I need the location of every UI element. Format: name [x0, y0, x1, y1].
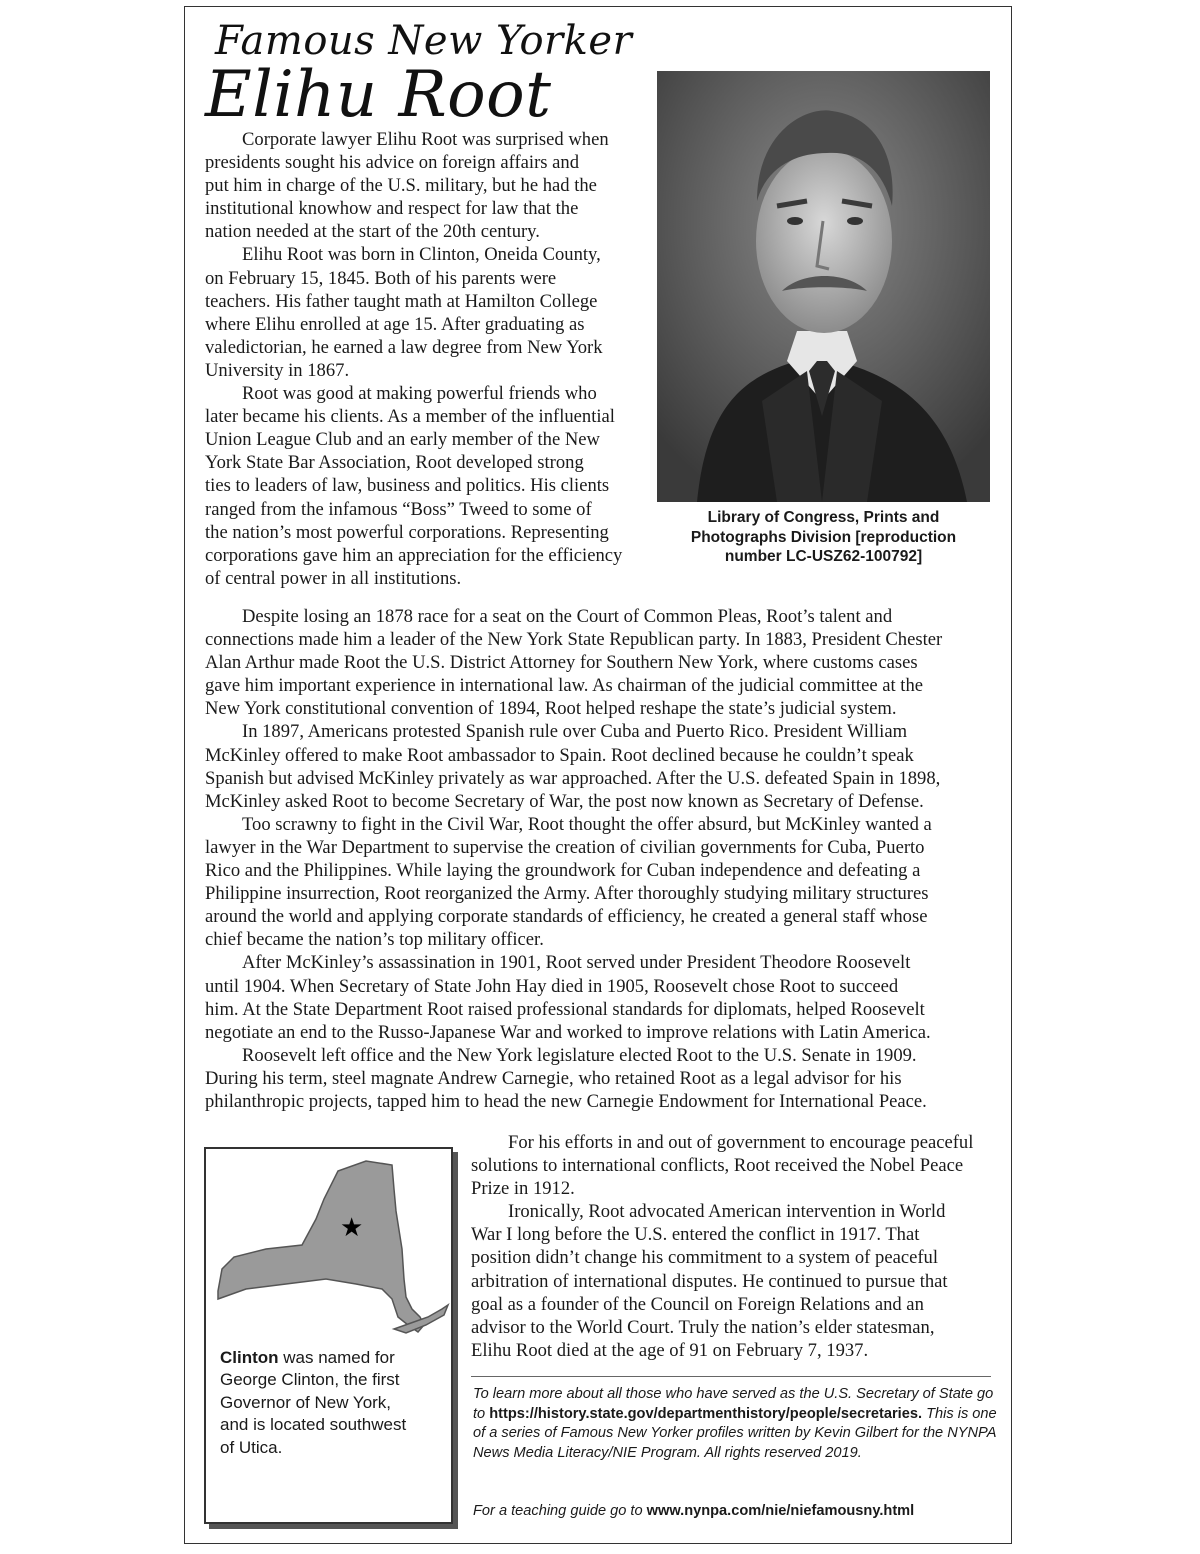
text-line: on February 15, 1845. Both of his parents were — [205, 267, 557, 289]
text-line: gave him important experience in international law. As chairman of the judicial committee at the — [205, 675, 924, 697]
teaching-guide-text: For a teaching guide go to — [473, 1503, 647, 1519]
text-line: arbitration of international disputes. He continued to pursue that — [471, 1270, 948, 1292]
map-box — [204, 1147, 453, 1524]
text-line: teachers. His father taught math at Hamilton College — [205, 290, 598, 312]
text-line: position didn’t change his commitment to a system of peaceful — [471, 1247, 938, 1269]
text-line: After McKinley’s assassination in 1901, Root served under President Theodore Roosevelt — [242, 952, 911, 974]
series-kicker: Famous New Yorker — [215, 18, 633, 64]
map-caption-line: George Clinton, the first — [220, 1370, 400, 1390]
text-line: Elihu Root died at the age of 91 on February 7, 1937. — [471, 1339, 869, 1361]
article-column-left — [205, 128, 655, 590]
series-credit: This is one of a series of Famous New Yorker profiles written by Kevin Gilbert for the NYNPA News Media Literacy/NIE Program. All rights reserved 2019. — [473, 1405, 997, 1461]
text-line: later became his clients. As a member of the influential — [205, 406, 615, 428]
text-line: advisor to the World Court. Truly the nation’s elder statesman, — [471, 1316, 935, 1338]
text-line: valedictorian, he earned a law degree from New York — [205, 336, 603, 358]
text-line: McKinley offered to make Root ambassador to Spain. Root declined because he couldn’t speak — [205, 744, 914, 766]
photo-caption — [657, 508, 990, 567]
text-line: of central power in all institutions. — [205, 567, 462, 589]
map-caption — [220, 1347, 444, 1459]
text-line: During his term, steel magnate Andrew Carnegie, who retained Root as a legal advisor for his — [205, 1067, 902, 1089]
teaching-guide-note — [473, 1503, 914, 1519]
article-paragraph — [471, 1131, 1006, 1200]
article-paragraph — [205, 813, 1005, 952]
article-paragraph — [205, 605, 1005, 720]
text-line: presidents sought his advice on foreign affairs and — [205, 152, 580, 174]
text-line: Prize in 1912. — [471, 1178, 575, 1200]
article-paragraph — [205, 128, 655, 243]
text-line: War I long before the U.S. entered the conflict in 1917. That — [471, 1224, 920, 1246]
text-line: institutional knowhow and respect for law that the — [205, 198, 579, 220]
teaching-guide-link[interactable]: www.nynpa.com/nie/niefamousny.html — [646, 1503, 915, 1519]
text-line: Roosevelt left office and the New York legislature elected Root to the U.S. Senate in 1909. — [242, 1044, 917, 1066]
text-line: around the world and applying corporate standards of efficiency, he created a general staff whose — [205, 906, 928, 928]
text-line: For his efforts in and out of government to encourage peaceful — [508, 1132, 974, 1153]
text-line: Ironically, Root advocated American intervention in World — [508, 1201, 946, 1223]
text-line: Spanish but advised McKinley privately as war approached. After the U.S. defeated Spain in 1898, — [205, 767, 941, 789]
text-line: Union League Club and an early member of the New — [205, 429, 600, 451]
text-line: where Elihu enrolled at age 15. After graduating as — [205, 313, 585, 335]
text-line: Elihu Root was born in Clinton, Oneida County, — [242, 244, 601, 266]
divider-rule — [471, 1376, 991, 1377]
article-body-full — [205, 605, 1005, 1113]
article-column-right — [471, 1131, 1006, 1362]
text-line: put him in charge of the U.S. military, but he had the — [205, 175, 597, 197]
learn-more-text: To learn more about all those who have served as the U.S. Secretary of State go to — [473, 1386, 994, 1422]
text-line: lawyer in the War Department to supervise the creation of civilian governments for Cuba, Puerto — [205, 836, 925, 858]
text-line: until 1904. When Secretary of State John Hay died in 1905, Roosevelt chose Root to succeed — [205, 975, 899, 997]
text-line: Philippine insurrection, Root reorganized the Army. After thoroughly studying military structures — [205, 883, 929, 905]
text-line: Despite losing an 1878 race for a seat on the Court of Common Pleas, Root’s talent and — [242, 606, 893, 627]
portrait-photo — [657, 71, 990, 502]
text-line: New York constitutional convention of 1894, Root helped reshape the state’s judicial system. — [205, 698, 897, 720]
article-paragraph — [205, 720, 1005, 812]
text-line: Alan Arthur made Root the U.S. District Attorney for Southern New York, where customs cases — [205, 652, 918, 674]
article-paragraph — [205, 951, 1005, 1043]
text-line: Root was good at making powerful friends who — [242, 383, 597, 405]
caption-line: Library of Congress, Prints and — [707, 509, 940, 526]
portrait-illustration — [657, 71, 990, 502]
text-line: ties to leaders of law, business and politics. His clients — [205, 475, 610, 497]
text-line: chief became the nation’s top military officer. — [205, 929, 544, 951]
text-line: philanthropic projects, tapped him to head the new Carnegie Endowment for International Peace. — [205, 1090, 927, 1112]
page-title: Elihu Root — [205, 58, 552, 132]
star-marker-icon: ★ — [340, 1213, 364, 1243]
text-line: University in 1867. — [205, 359, 350, 381]
text-line: him. At the State Department Root raised professional standards for diplomats, helped Roosevelt — [205, 998, 925, 1020]
text-line: solutions to international conflicts, Root received the Nobel Peace — [471, 1155, 964, 1177]
text-line: connections made him a leader of the New York State Republican party. In 1883, President Chester — [205, 629, 943, 651]
text-line: ranged from the infamous “Boss” Tweed to some of — [205, 498, 592, 520]
learn-more-note — [473, 1385, 1003, 1463]
map-caption-line: and is located southwest — [220, 1415, 407, 1435]
new-york-state-map — [206, 1149, 451, 1349]
map-caption-line: Governor of New York, — [220, 1392, 392, 1412]
text-line: corporations gave him an appreciation for the efficiency — [205, 544, 623, 566]
caption-line: Photographs Division [reproduction — [690, 528, 957, 546]
caption-line: number LC-USZ62-100792] — [724, 548, 923, 565]
text-line: York State Bar Association, Root developed strong — [205, 452, 584, 474]
map-caption-bold: Clinton — [220, 1348, 279, 1367]
text-line: nation needed at the start of the 20th century. — [205, 221, 540, 243]
text-line: Rico and the Philippines. While laying the groundwork for Cuban independence and defeating a — [205, 860, 921, 882]
map-caption-line: was named for — [278, 1348, 395, 1367]
article-paragraph — [205, 1044, 1005, 1113]
text-line: McKinley asked Root to become Secretary of War, the post now known as Secretary of Defense. — [205, 790, 924, 812]
text-line: the nation’s most powerful corporations. Representing — [205, 521, 609, 543]
article-paragraph — [205, 382, 655, 590]
article-paragraph — [205, 243, 655, 382]
text-line: In 1897, Americans protested Spanish rule over Cuba and Puerto Rico. President William — [242, 721, 908, 743]
article-paragraph — [471, 1200, 1006, 1362]
text-line: goal as a founder of the Council on Foreign Relations and an — [471, 1293, 924, 1315]
text-line: Too scrawny to fight in the Civil War, Root thought the offer absurd, but McKinley wanted a — [242, 813, 932, 835]
text-line: Corporate lawyer Elihu Root was surprised when — [242, 129, 609, 150]
text-line: negotiate an end to the Russo-Japanese War and worked to improve relations with Latin America. — [205, 1021, 931, 1043]
history-link[interactable]: https://history.state.gov/departmenthistory/people/secretaries. — [489, 1405, 923, 1422]
map-caption-line: of Utica. — [220, 1437, 283, 1457]
